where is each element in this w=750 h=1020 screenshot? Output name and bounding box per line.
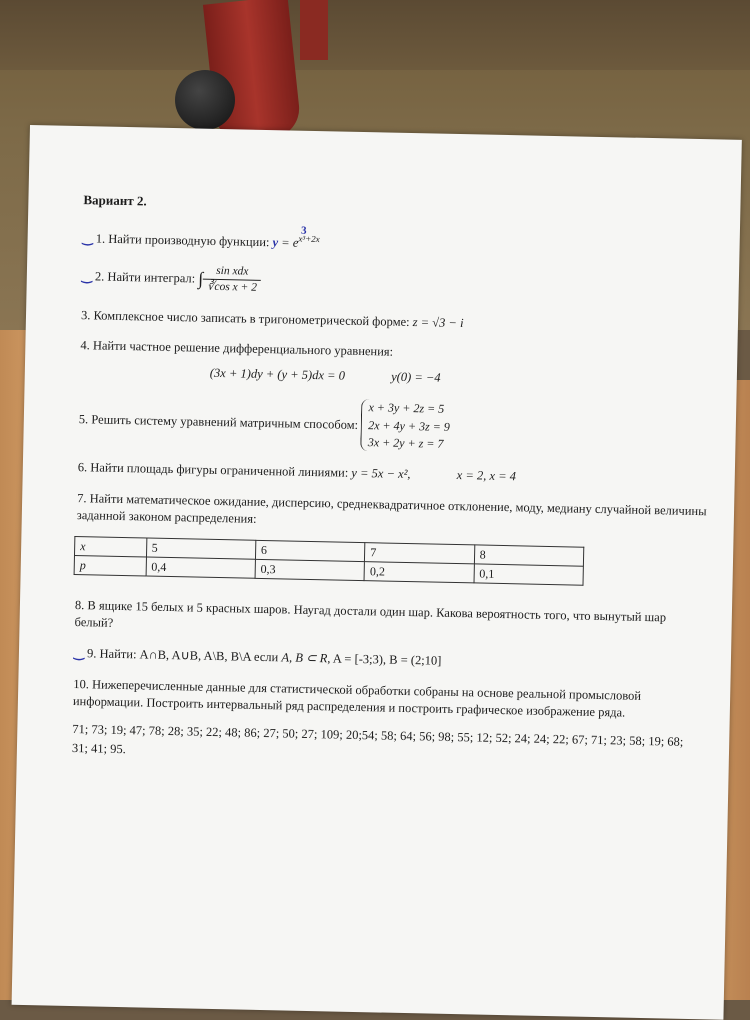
task-9 xyxy=(74,645,704,675)
table-cell: 5 xyxy=(146,538,256,559)
table-cell: 0,4 xyxy=(146,557,256,578)
task-8-text: 8. В ящике 15 белых и 5 красных шаров. Наугад достали один шар. Какова вероятность того, что вынутый шар белый? xyxy=(74,598,667,631)
task-5-eq2: 2x + 4y + 3z = 9 xyxy=(368,417,450,434)
sheet-content xyxy=(71,191,713,786)
task-3-formula: z = √3 − i xyxy=(412,314,464,330)
task-9-rest: , A = [-3;3), B = (2;10] xyxy=(327,651,442,668)
task-7 xyxy=(77,490,708,537)
pen-underline-2: ‿ xyxy=(81,269,93,284)
task-5-eq3: 3x + 2y + z = 7 xyxy=(367,435,444,451)
table-cell: 6 xyxy=(255,540,365,561)
task-6-text: 6. Найти площадь фигуры ограниченной линиями: xyxy=(77,460,349,481)
task-6 xyxy=(78,459,708,489)
variant-title: Вариант 2. xyxy=(83,192,147,209)
pen-underline-1: ‿ xyxy=(82,230,93,246)
task-2 xyxy=(81,261,712,306)
task-4-equation: (3x + 1)dy + (y + 5)dx = 0 xyxy=(209,366,346,384)
task-9-text: 9. Найти: A∩B, A∪B, A\B, B\A если xyxy=(86,646,279,665)
task-2-fraction xyxy=(203,263,262,296)
task-3-text: 3. Комплексное число записать в тригонометрической форме: xyxy=(80,307,410,329)
task-1-formula-lhs: y xyxy=(272,234,279,249)
table-cell: p xyxy=(74,556,146,577)
task-4-condition: y(0) = −4 xyxy=(390,369,441,386)
task-2-numerator: sin xdx xyxy=(203,263,261,281)
task-5-system xyxy=(361,399,451,453)
task-1 xyxy=(82,224,712,260)
task-4-equation-row xyxy=(210,365,710,392)
table-cell: 0,3 xyxy=(255,560,365,581)
task-6-bound1: x = 2, xyxy=(456,468,487,484)
task-2-text: 2. Найти интеграл: xyxy=(94,269,196,286)
task-9-formula: A, B ⊂ R xyxy=(281,650,328,666)
task-8 xyxy=(74,597,705,644)
task-2-denominator: ∛cos x + 2 xyxy=(206,280,258,294)
task-3 xyxy=(81,307,711,337)
task-10 xyxy=(72,676,704,772)
task-6-formula: y = 5x − x², xyxy=(351,466,411,482)
task-5-eq1: x + 3y + 2z = 5 xyxy=(368,400,445,416)
task-1-exponent: x³+2x xyxy=(298,233,320,244)
distribution-table xyxy=(74,536,585,586)
task-1-text: 1. Найти производную функции: xyxy=(95,231,270,249)
table-cell: 0,2 xyxy=(364,562,474,583)
table-cell: 7 xyxy=(365,543,475,564)
task-4-text: 4. Найти частное решение дифференциального уравнения: xyxy=(80,338,394,360)
task-1-formula-rhs: = e xyxy=(281,234,299,250)
table-cell: x xyxy=(74,537,146,558)
task-10-text: 10. Нижеперечисленные данные для статистической обработки собраны на основе реальной промысловой информации. Построить интервальный ряд распределения и построить графическое изображение ряда. xyxy=(72,677,642,720)
task-5-text: 5. Решить систему уравнений матричным способом: xyxy=(78,411,359,432)
task-1-handwritten: 3 xyxy=(300,224,307,237)
integral-sign: ∫ xyxy=(198,268,204,290)
background-board xyxy=(0,0,750,70)
task-5 xyxy=(78,393,709,458)
task-6-bound2: x = 4 xyxy=(489,469,517,484)
task-10-data: 71; 73; 19; 47; 78; 28; 35; 22; 48; 86; 27; 50; 27; 109; 20;54; 58; 64; 56; 98; 55; 12; 52; 24; 24; 22; 67; 71; 23; 58; 19; 68; 31; 41; 95. xyxy=(71,721,684,757)
task-7-text: 7. Найти математическое ожидание, дисперсию, среднеквадратичное отклонение, моду, медиану случайной величины заданной законом распределения: xyxy=(76,491,707,526)
table-cell: 0,1 xyxy=(474,564,584,585)
chair-knob xyxy=(175,70,235,130)
exam-sheet xyxy=(12,125,742,1020)
table-cell: 8 xyxy=(474,545,584,566)
task-4 xyxy=(80,338,711,393)
chair-leg-2 xyxy=(300,0,328,60)
pen-underline-9: ‿ xyxy=(73,646,85,661)
